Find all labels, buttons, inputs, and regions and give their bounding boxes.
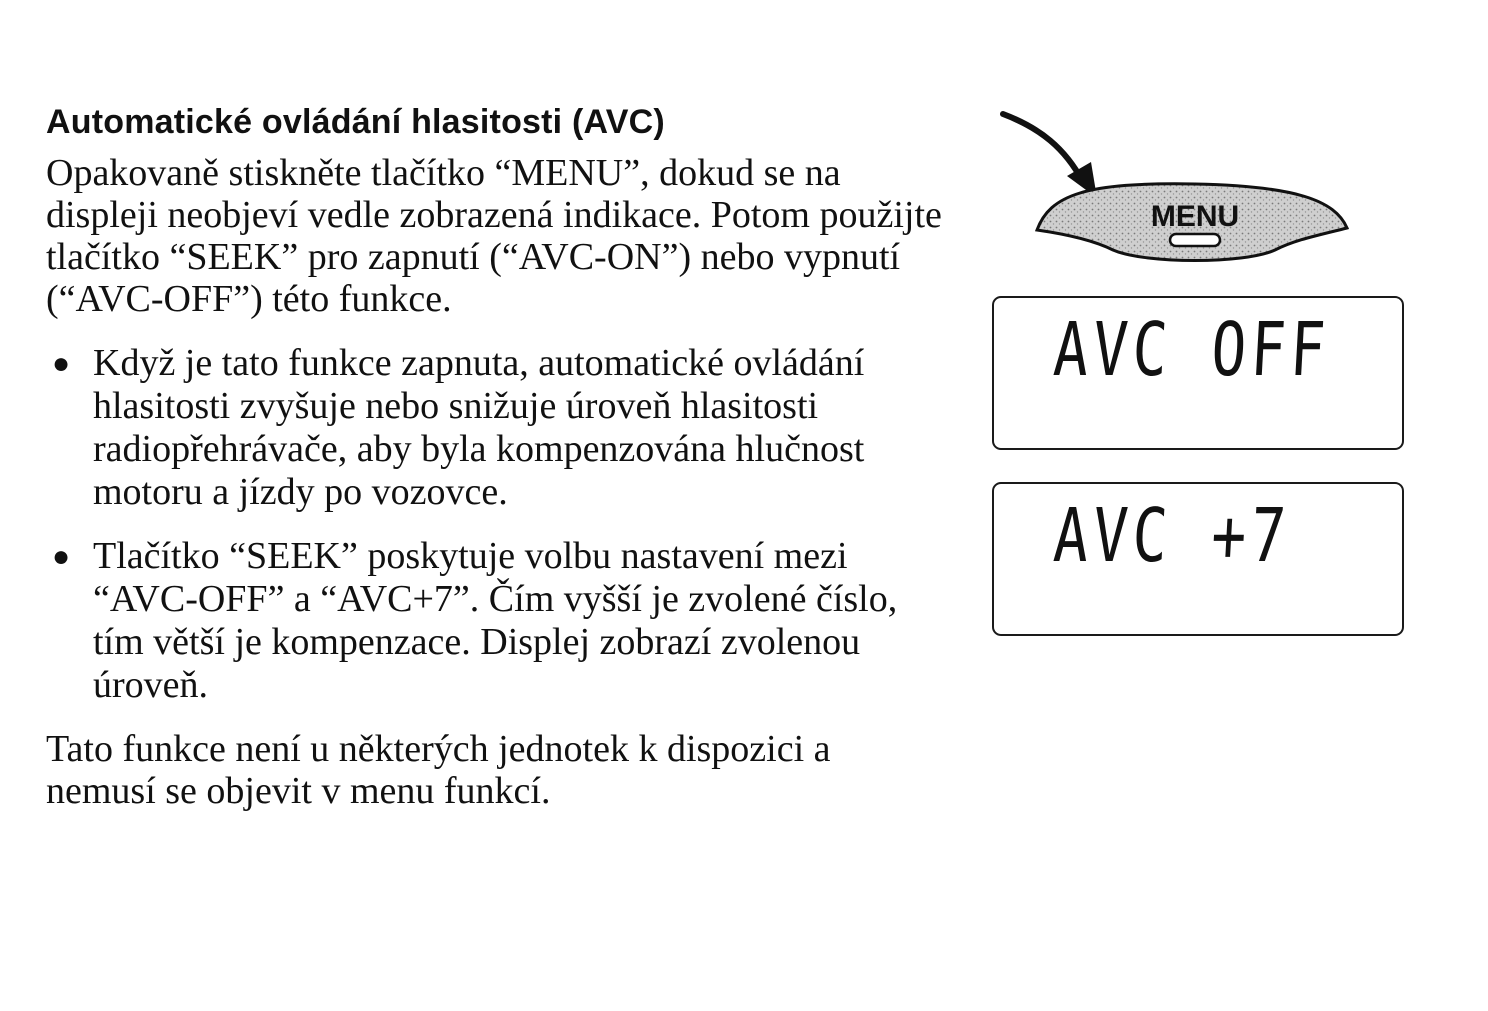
section-title: Automatické ovládání hlasitosti (AVC) bbox=[46, 103, 665, 141]
bullet-item-2 bbox=[46, 535, 946, 707]
menu-button-icon bbox=[1037, 184, 1347, 261]
display-panel-off bbox=[992, 296, 1404, 450]
menu-button-illustration bbox=[995, 100, 1365, 270]
bullet-text-2: Tlačítko “SEEK” poskytuje volbu nastavení mezi “AVC-OFF” a “AVC+7”. Čím vyšší je zvolené číslo, tím větší je kompenzace. Displej zobrazí zvolenou úroveň. bbox=[93, 535, 898, 706]
bullet-text-1: Když je tato funkce zapnuta, automatické ovládání hlasitosti zvyšuje nebo snižuje úroveň hlasitosti radiopřehrávače, aby byla kompenzována hlučnost motoru a jízdy po vozovce. bbox=[93, 342, 865, 513]
display-text-plus7: AVC +7 bbox=[1051, 493, 1293, 579]
bullet-item-1 bbox=[46, 342, 946, 514]
menu-button-label: MENU bbox=[1150, 200, 1240, 233]
outro-paragraph: Tato funkce není u některých jednotek k dispozici a nemusí se objevit v menu funkcí. bbox=[46, 728, 831, 812]
text-column bbox=[46, 100, 946, 812]
pointer-arrow-icon bbox=[1003, 114, 1097, 198]
bullet-list bbox=[46, 342, 946, 707]
display-text-off: AVC OFF bbox=[1051, 307, 1333, 393]
bullet-icon: ● bbox=[52, 540, 71, 573]
display-panel-plus7 bbox=[992, 482, 1404, 636]
menu-button-drawing bbox=[995, 100, 1365, 270]
bullet-icon: ● bbox=[52, 347, 71, 380]
intro-paragraph: Opakovaně stiskněte tlačítko “MENU”, dokud se na displeji neobjeví vedle zobrazená indikace. Potom použijte tlačítko “SEEK” pro zapnutí (“AVC-ON”) nebo vypnutí (“AVC-OFF”) této funkce. bbox=[46, 152, 942, 320]
